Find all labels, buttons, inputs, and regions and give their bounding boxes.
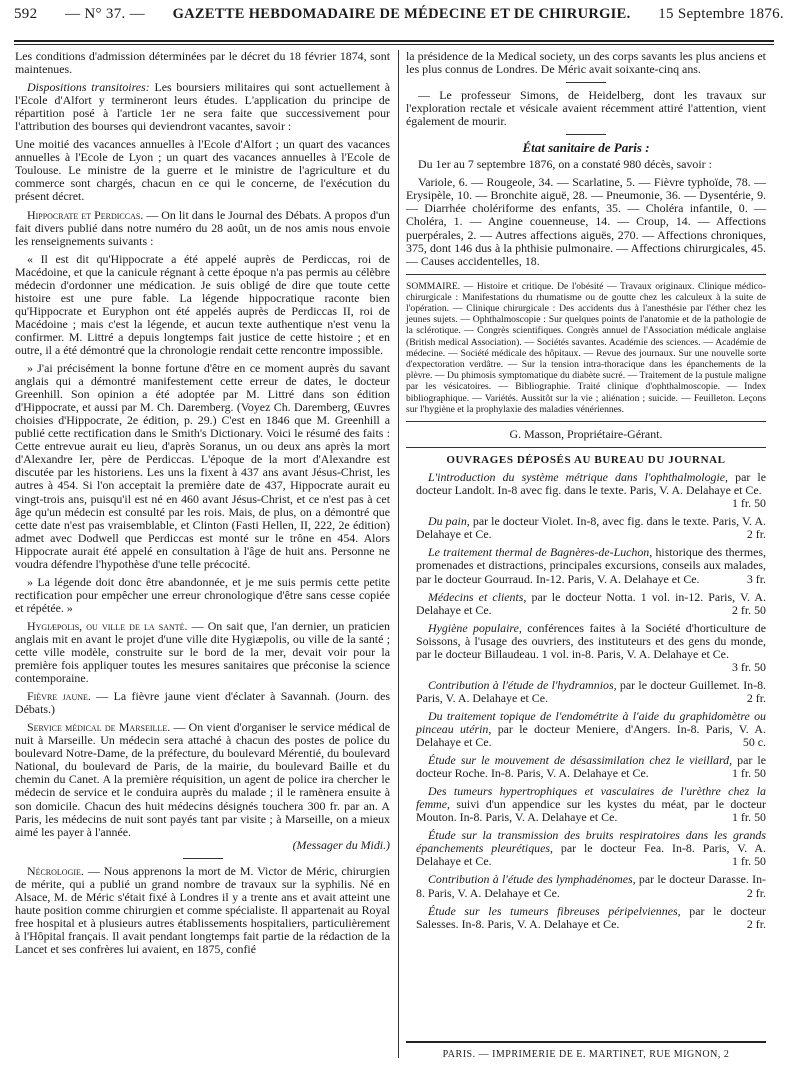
book-price: 2 fr. 50 xyxy=(731,602,766,617)
book-entry xyxy=(406,515,766,541)
book-details: historique des thermes, promenades et distractions, principales excursions, conseils aux malades, par le docteur Gourraud. In-12. Paris, V. A. Delahaye et Ce. xyxy=(416,545,766,586)
book-title: Étude sur la transmission des bruits respiratoires dans les grands épanchements pleurétiques, xyxy=(416,828,766,856)
signature: G. Masson, Propriétaire-Gérant. xyxy=(509,427,663,442)
book-price: 2 fr. xyxy=(746,916,766,931)
separator xyxy=(566,134,606,135)
book-entry xyxy=(406,546,766,585)
book-entry xyxy=(406,873,766,899)
book-entry xyxy=(406,622,766,674)
book-price: 1 fr. 50 xyxy=(731,810,766,825)
book-details: par le docteur Darasse. In-8. Paris, V. A. Delahaye et Ce. xyxy=(416,872,766,900)
book-details: par le docteur Meniere, d'Angers. In-8. Paris, V. A. Delahaye et Ce. xyxy=(416,721,766,750)
separator xyxy=(406,274,766,275)
source-credit: (Messager du Midi.) xyxy=(292,837,390,852)
header-rule xyxy=(14,40,774,42)
paragraph: Une moitié des vacances annuelles à l'Ecole d'Alfort ; un quart des vacances annuelles à l'Ecole de Lyon ; un quart des vacances annuelles à l'Ecole de Toulouse. Le ministre de la guerre et le ministre de l'agriculture et du commerce sont chargés, chacun en ce qui le concerne, de l'exécution du présent décret. xyxy=(15,137,390,204)
book-entry xyxy=(406,829,766,868)
book-title: Étude sur les tumeurs fibreuses péripelviennes, xyxy=(428,903,681,918)
book-details: par le docteur Notta. 1 vol. in-12. Paris, V. A. Delahaye et Ce. xyxy=(416,589,766,617)
book-entry xyxy=(406,905,766,931)
book-price: 2 fr. xyxy=(746,885,766,900)
journal-title: GAZETTE HEBDOMADAIRE DE MÉDECINE ET DE CHIRURGIE. xyxy=(172,6,631,22)
paragraph-heading: Hippocrate et Perdiccas. xyxy=(27,207,144,222)
left-column xyxy=(15,50,390,961)
sommaire: SOMMAIRE. — Histoire et critique. De l'obésité — Travaux originaux. Clinique médico-chirurgicale : Manifestations du rhumatisme ou de goutte chez les calculeux à la suite de l'opération. — Clinique chirurgicale : Des accidents dus à l'anesthésie par l'éther chez les jeunes sujets. — Ophthalmoscopie : Sur quelques points de l'anatomie et de la pathologie de la sclérotique. — Congrès scientifiques. Congrès annuel de l'Association médicale anglaise (British medical Association). — Sociétés savantes. Académie des sciences. — Académie de médecine. — Société médicale des hôpitaux. — Revue des journaux. Sur une nouvelle sorte d'expectoration verdâtre. — Sur la tension intra-thoracique dans les épanchements de la plèvre. — Du phimosis symptomatique du diabète sucré. — Traitement de la pustule maligne par les vésicatoires. — Bibliographie. Traité clinique d'ophthalmoscopie. — Index bibliographique. — Variétés. Aussitôt sur la vie ; aliénation ; suicide. — Feuilleton. Leçons sur l'hygiène et la prophylaxie des maladies vénériennes. xyxy=(406,280,766,415)
book-details: conférences faites à la Société d'horticulture de Soissons, à l'usage des ouvriers, des instituteurs et des gens du monde, par le docteur Billaudeau. 1 vol. in-8. Paris, V. A. Delahaye et Ce. xyxy=(416,620,767,661)
book-entry xyxy=(406,679,766,705)
book-price: 2 fr. xyxy=(746,690,766,705)
paragraph: Variole, 6. — Rougeole, 34. — Scarlatine, 5. — Fièvre typhoïde, 78. — Erysipèle, 10. — Bronchite aiguë, 28. — Pneumonie, 36. — Dysentérie, 9. — Diarrhée cholériforme des enfants, 35. — Choléra infantile, 0. — Choléra, 1. — Angine couenneuse, 14. — Croup, 14. — Affections puerpérales, 2. — Autres affections aiguës, 270. — Affections chroniques, 375, dont 146 dus à la phthisie pulmonaire. — Affections chirurgicales, 45. — Causes accidentelles, 18. xyxy=(406,175,766,268)
book-price: 1 fr. 50 xyxy=(731,854,766,869)
paragraph: Dispositions transitoires: Les boursiers militaires qui sont actuellement à l'Ecole d'Alfort y termineront leurs études. L'application du principe de répartition posé à l'article 1er ne sera faite que successivement pour l'attribution des bourses qui deviendront vacantes, savoir : xyxy=(15,80,391,134)
book-title: Contribution à l'étude des lymphadénomes, xyxy=(428,872,636,887)
paragraph: Nécrologie. — Nous apprenons la mort de M. Victor de Méric, chirurgien de mérite, qui a publié un grand nombre de travaux sur la syphilis. Né en Alsace, M. de Méric s'était fixé à Londres il y a trente ans et avait atteint une haute position comme chirurgien et comme spécialiste. Il appartenait au Royal free hospital et à plusieurs autres établissements hospitaliers, particulièrement à l'Hôpital français. Il avait pendant longtemps fait partie de la rédaction de la Lancet et ses confrères lui avaient, en 1875, confié xyxy=(15,863,390,956)
book-title: Contribution à l'étude de l'hydramnios, xyxy=(428,677,617,692)
separator xyxy=(566,82,606,83)
book-price: 1 fr. 50 xyxy=(731,496,766,511)
paragraph: — Le professeur Simons, de Heidelberg, dont les travaux sur l'exploration rectale et vésicale avaient récemment attiré l'attention, vient également de mourir. xyxy=(406,88,766,129)
paragraph: la présidence de la Medical society, un des corps savants les plus anciens et les plus connus de Londres. De Méric avait soixante-cinq ans. xyxy=(406,49,766,77)
book-title: Hygiène populaire, xyxy=(428,620,522,635)
book-title: Médecins et clients, xyxy=(428,589,527,604)
paragraph: Hygiæpolis, ou ville de la santé. — On sait que, l'an dernier, un praticien anglais mit en avant le projet d'une ville dite Hygiæpolis, ou ville de la santé ; cette ville modèle, construite sur le bord de la mer, devait voir pour la première fois appliquer toutes les mesures sanitaires que préconise la science contemporaine. xyxy=(15,618,390,686)
book-entry xyxy=(406,710,766,749)
separator xyxy=(406,447,766,448)
book-details: par le docteur Violet. In-8, avec fig. dans le texte. Paris, V. A. Delahaye et Ce. xyxy=(416,514,767,542)
book-entry xyxy=(406,785,766,824)
book-price: 50 c. xyxy=(742,735,766,750)
paragraph: Service médical de Marseille. — On vient d'organiser le service médical de nuit à Marseille. Un médecin sera attaché à chacun des postes de police du boulevard Notre-Dame, de la préfecture, du boulevard Mérentié, du boulevard National, du boulevard de Paris, de la mairie, du boulevard Baille et du chemin du Canet. A la première réquisition, un agent de police ira chercher le médecin de service et le conduira auprès du malade ; il le ramènera ensuite à son domicile. Chacun des huit médecins désignés touchera 300 fr. par an. A Paris, les médecins de nuit sont payés tant par visite ; à Marseille, on a mieux aimé les payer à l'année. (Messager du Midi.) xyxy=(15,720,391,852)
book-entry xyxy=(406,471,766,510)
book-price: 3 fr. 50 xyxy=(731,659,766,674)
book-details: par le docteur Salesses. In-8. Paris, V. A. Delahaye et Ce. xyxy=(416,903,767,931)
paragraph: Les conditions d'admission déterminées par le décret du 18 février 1874, sont maintenues. xyxy=(15,49,390,77)
section-title: État sanitaire de Paris : xyxy=(522,140,650,156)
column-rule xyxy=(398,50,399,1058)
book-details: par le docteur Landolt. In-8 avec fig. dans le texte. Paris, V. A. Delahaye et Ce. xyxy=(416,470,766,498)
book-price: 3 fr. xyxy=(746,571,766,586)
printer-footer: PARIS. — IMPRIMERIE DE E. MARTINET, RUE MIGNON, 2 xyxy=(406,1041,766,1060)
page-header xyxy=(14,6,784,30)
book-list xyxy=(406,471,766,930)
book-price: 1 fr. 50 xyxy=(731,766,766,781)
book-title: Le traitement thermal de Bagnères-de-Luchon, xyxy=(428,545,653,560)
book-title: Des tumeurs hypertrophiques et vasculaires de l'urèthre chez la femme, xyxy=(416,784,766,812)
separator xyxy=(183,858,223,859)
book-title: L'introduction du système métrique dans l'ophthalmologie, xyxy=(428,470,729,485)
paragraph-heading: Nécrologie. xyxy=(27,863,84,878)
book-title: Du pain, xyxy=(428,514,470,529)
issue-number: — N° 37. — xyxy=(65,6,145,22)
book-details: par le docteur Roche. In-8. Paris, V. A. Delahaye et Ce. xyxy=(416,753,766,781)
header-rule-thin xyxy=(14,44,774,45)
book-details: par le docteur Fea. In-8. Paris, V. A. Delahaye et Ce. xyxy=(416,841,766,869)
right-column xyxy=(406,50,766,936)
section-title: OUVRAGES DÉPOSÉS AU BUREAU DU JOURNAL xyxy=(446,454,726,467)
book-title: Du traitement topique de l'endométrite à l'aide du graphidomètre ou pinceau utérin, xyxy=(416,708,766,736)
paragraph: Hippocrate et Perdiccas. — On lit dans le Journal des Débats. A propos d'un fait divers publié dans notre numéro du 28 août, un de nos amis nous envoie les renseignements suivants : xyxy=(15,207,390,248)
page-number: 592 xyxy=(14,6,38,22)
book-entry xyxy=(406,754,766,780)
paragraph: » J'ai précisément la bonne fortune d'être en ce moment auprès du savant anglais qui a démontré manifestement cette erreur de dates, le docteur Greenhill. Son opinion a été adoptée par M. Littré dans son édition d'Hippocrate, et aussi par M. Ch. Daremberg. (Voyez Ch. Daremberg, Œuvres choisies d'Hippocrate, 2e édition, p. 29.) C'est en 1846 que M. Greenhill a publié cette rectification dans le Smith's Dictionary. Voici le résumé des faits : Cette entrevue aurait eu lieu, d'après Soranus, un ou deux ans après la mort d'Alexandre Ier, père de Perdiccas. L'époque de la mort d'Alexandre est discutée par les historiens. Les uns la fixent à 437 ans avant Jésus-Christ, les autres à 454. Si l'on acceptait la première date de 437, Hippocrate aurait eu vingt-trois ans, puisqu'il est né en 460 avant Jésus-Christ, et ce n'est pas à cet âge qu'un médecin est consulté par les rois. Mais, de plus, on a démontré que cette date n'est pas vraisemblable, et Clinton (Fasti Hellen, II, 222, 2e édition) admet avec Dodwell que Perdiccas est monté sur le trône en 454. Alors Hippocrate aurait été appelé en consultation à l'âge de huit ans. Personne ne voudra défendre l'hypothèse d'une telle précocité. xyxy=(15,361,390,571)
paragraph-heading: Fièvre jaune. xyxy=(27,689,91,704)
paragraph: Fièvre jaune. — La fièvre jaune vient d'éclater à Savannah. (Journ. des Débats.) xyxy=(15,689,390,717)
book-details: suivi d'un appendice sur les kystes du méat, par le docteur Mouton. In-8. Paris, V. A. Delahaye et Ce. xyxy=(416,797,766,825)
paragraph-heading: Service médical de Marseille. xyxy=(27,720,171,735)
paragraph: « Il est dit qu'Hippocrate a été appelé auprès de Perdiccas, roi de Macédoine, et que la canicule régnant à cette époque n'a pas permis au célèbre médecin d'ordonner une médication. Je suis obligé de dire que toute cette histoire est une pure fable. La légende hippocratique raconte bien qu'Hippocrate et Euryphon ont été appelés auprès de Perdiccas II, roi de Macédoine ; mais c'est la légende, et aucun texte authentique n'est venu la confirmer. M. Littré a depuis longtemps fait justice de cette histoire ; et en outre, il a été démontré que la chronologie rendait cette rencontre impossible. xyxy=(15,251,390,357)
book-title: Étude sur le mouvement de désassimilation chez le vieillard, xyxy=(428,753,733,768)
book-price: 2 fr. xyxy=(746,527,766,542)
issue-date: 15 Septembre 1876. xyxy=(658,6,784,22)
paragraph-heading: Hygiæpolis, ou ville de la santé. xyxy=(27,618,188,633)
paragraph-heading: Dispositions transitoires: xyxy=(27,80,150,95)
separator xyxy=(406,421,766,422)
paragraph: Du 1er au 7 septembre 1876, on a constaté 980 décès, savoir : xyxy=(418,157,712,172)
paragraph: » La légende doit donc être abandonnée, et je me suis permis cette petite rectification pour empêcher une erreur chronologique d'être sans cesse copiée et répétée. » xyxy=(15,574,390,615)
book-entry xyxy=(406,591,766,617)
book-details: par le docteur Guillemet. In-8. Paris, V. A. Delahaye et Ce. xyxy=(416,677,766,705)
